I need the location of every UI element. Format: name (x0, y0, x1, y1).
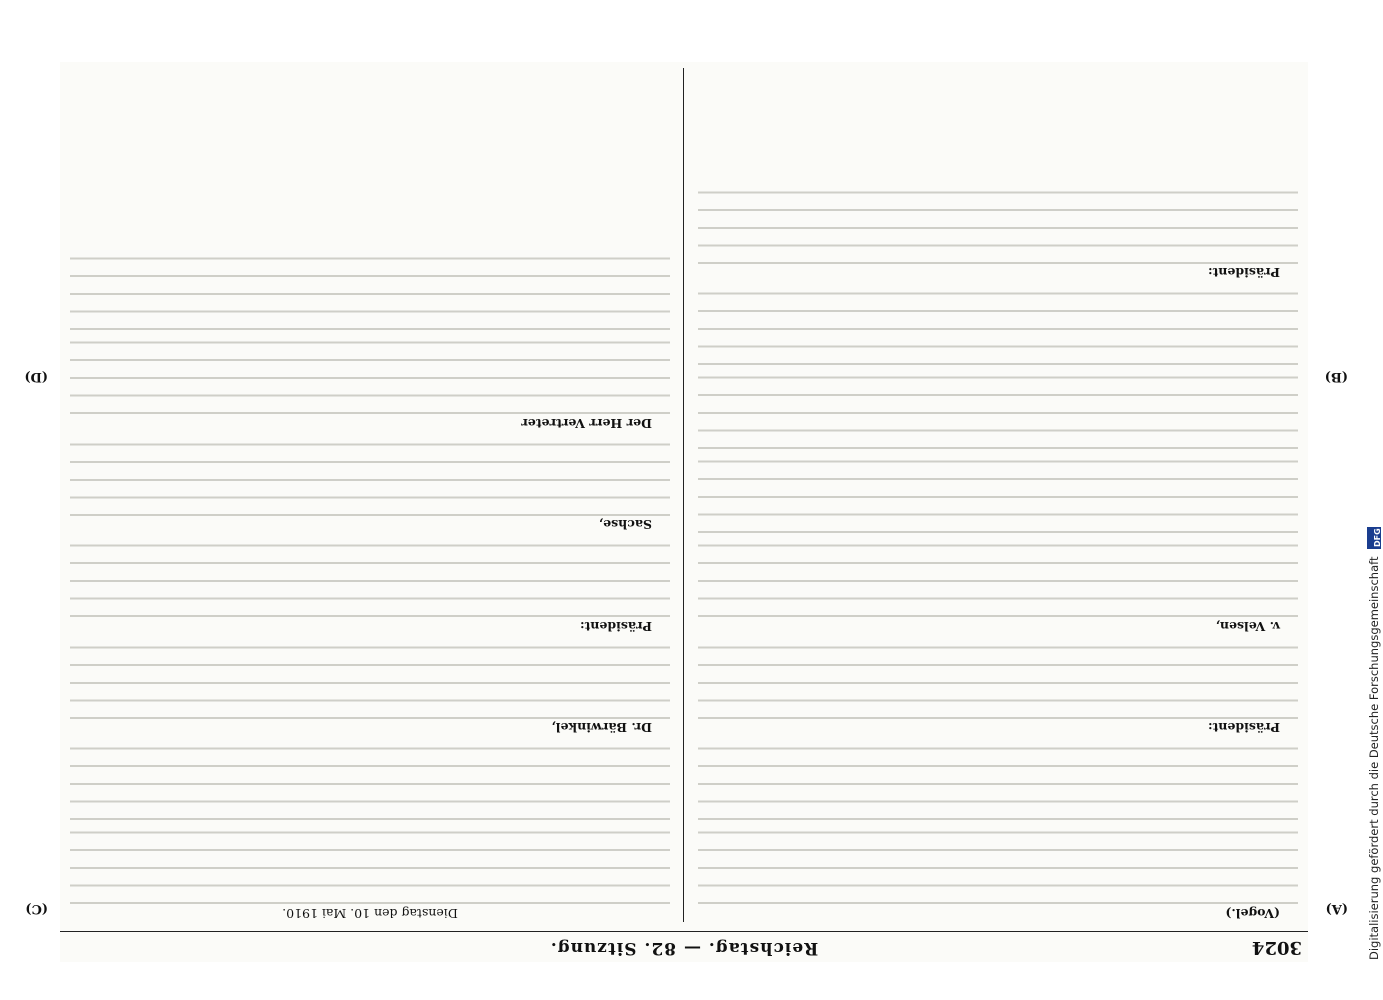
paragraph-text (70, 330, 670, 414)
paragraph-text (698, 180, 1298, 264)
speaker-name: Präsident: (579, 618, 652, 634)
digitization-credit (1367, 60, 1381, 960)
speaker-name: Präsident: (1207, 720, 1280, 736)
margin-mark-b: (B) (1324, 369, 1348, 384)
page-number: 3024 (1251, 937, 1302, 958)
paragraph (70, 246, 670, 330)
paragraph-text (70, 533, 670, 617)
paragraph-text (70, 820, 670, 904)
paragraph (70, 533, 670, 635)
credit-text: Digitalisierung gefördert durch die Deutsche Forschungsgemeinschaft (1367, 556, 1381, 960)
paragraph-text (698, 820, 1298, 904)
paragraph (698, 533, 1298, 635)
paragraph-text (698, 736, 1298, 820)
speaker-name: Präsident: (1207, 265, 1280, 281)
paragraph-text (698, 533, 1298, 617)
paragraph (70, 330, 670, 432)
right-column (70, 68, 670, 922)
running-title: Reichstag. — 82. Sitzung. (549, 938, 819, 958)
paragraph-text (70, 635, 670, 719)
speaker-name: Sachse, (598, 517, 652, 533)
paragraph-text (70, 246, 670, 330)
paragraph (698, 820, 1298, 922)
paragraph (698, 736, 1298, 820)
speaker-name: Dr. Bärwinkel, (551, 720, 652, 736)
speaker-name: (Vogel.) (1225, 906, 1280, 921)
margin-mark-c: (C) (25, 901, 48, 916)
paragraph (698, 180, 1298, 282)
paragraph (70, 820, 670, 904)
paragraph-text (698, 365, 1298, 449)
paragraph (698, 449, 1298, 533)
rotated-page (24, 62, 1348, 962)
paragraph-text (70, 432, 670, 516)
margin-mark-a: (A) (1325, 901, 1348, 916)
left-column (698, 68, 1298, 922)
paragraph (70, 736, 670, 820)
paragraph-text (698, 449, 1298, 533)
paragraph (70, 432, 670, 534)
speaker-name: v. Velsen, (1215, 618, 1280, 634)
paragraph-text (70, 736, 670, 820)
paragraph (698, 281, 1298, 365)
paragraph-text (698, 635, 1298, 719)
paragraph (698, 365, 1298, 449)
paragraph-text (698, 281, 1298, 365)
column-divider (683, 68, 684, 922)
dfg-logo-icon: DFG (1367, 527, 1381, 549)
paragraph (698, 635, 1298, 737)
margin-mark-d: (D) (24, 369, 48, 384)
page-header (60, 931, 1308, 962)
speaker-name: Der Herr Vertreter (521, 415, 652, 431)
date-line: Dienstag den 10. Mai 1910. (282, 906, 458, 921)
paragraph (70, 635, 670, 737)
